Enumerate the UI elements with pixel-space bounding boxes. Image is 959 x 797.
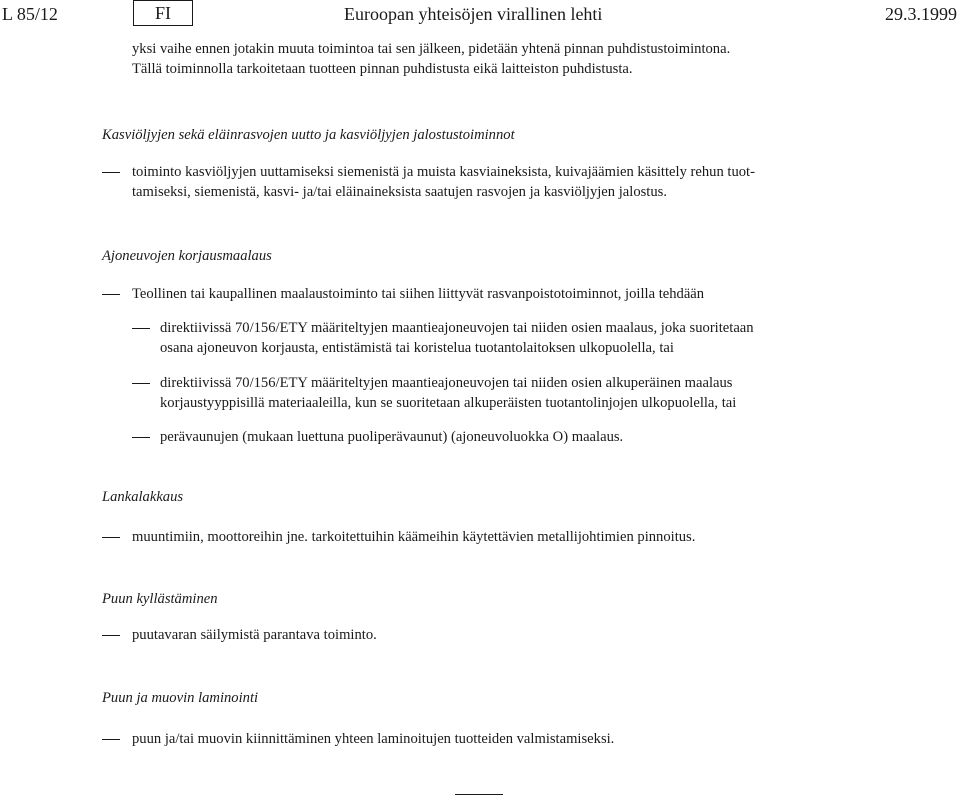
sub-list-dash (132, 383, 150, 384)
intro-line-2: Tällä toiminnolla tarkoitetaan tuotteen pinnan puhdistusta eikä laitteiston puhdistusta. (132, 61, 633, 77)
publication-date: 29.3.1999 (885, 4, 957, 24)
journal-title: Euroopan yhteisöjen virallinen lehti (344, 4, 603, 24)
list-item-line: puutavaran säilymistä parantava toiminto. (132, 627, 377, 643)
list-dash (102, 294, 120, 295)
section-heading-lamination: Puun ja muovin laminointi (102, 690, 259, 706)
list-item-line: puun ja/tai muovin kiinnittäminen yhteen laminoitujen tuotteiden valmistamiseksi. (132, 731, 615, 747)
list-dash (102, 739, 120, 740)
sub-list-item-line: perävaunujen (mukaan luettuna puoliperävaunut) (ajoneuvoluokka O) maalaus. (160, 429, 624, 445)
footer-divider (455, 794, 503, 795)
section-heading-vehicle-refinishing: Ajoneuvojen korjausmaalaus (102, 248, 272, 264)
list-item-line: toiminto kasviöljyjen uuttamiseksi siemenistä ja muista kasviaineksista, kuivajäämien käsittely rehun tuot- (132, 164, 755, 180)
section-heading-wood-impregnation: Puun kyllästäminen (102, 591, 218, 607)
section-heading-wire-coating: Lankalakkaus (102, 489, 184, 505)
list-dash (102, 635, 120, 636)
list-dash (102, 172, 120, 173)
sub-list-item-line: direktiivissä 70/156/ETY määriteltyjen maantieajoneuvojen tai niiden osien alkuperäinen maalaus (160, 375, 733, 391)
list-item-line: tamiseksi, siemenistä, kasvi- ja/tai eläinaineksista saatujen rasvojen ja kasviöljyjen jalostus. (132, 184, 667, 200)
sub-list-item-line: osana ajoneuvon korjausta, entistämistä tai koristelua tuotantolaitoksen ulkopuolella, tai (160, 340, 674, 356)
section-heading-vegetable-oils: Kasviöljyjen sekä eläinrasvojen uutto ja kasviöljyjen jalostustoiminnot (102, 127, 515, 143)
language-badge: FI (133, 0, 193, 26)
sub-list-dash (132, 328, 150, 329)
list-dash (102, 537, 120, 538)
sub-list-dash (132, 437, 150, 438)
sub-list-item-line: korjaustyyppisillä materiaaleilla, kun se suoritetaan alkuperäisten tuotantolinjojen ulkopuolella, tai (160, 395, 737, 411)
page-reference: L 85/12 (2, 4, 58, 24)
list-item-line: Teollinen tai kaupallinen maalaustoiminto tai siihen liittyvät rasvanpoistotoiminnot, joilla tehdään (132, 286, 705, 302)
list-item-line: muuntimiin, moottoreihin jne. tarkoitettuihin käämeihin käytettävien metallijohtimien pinnoitus. (132, 529, 696, 545)
page-header (0, 0, 959, 32)
intro-line-1: yksi vaihe ennen jotakin muuta toimintoa tai sen jälkeen, pidetään yhtenä pinnan puhdistustoimintona. (132, 41, 731, 57)
sub-list-item-line: direktiivissä 70/156/ETY määriteltyjen maantieajoneuvojen tai niiden osien maalaus, joka suoritetaan (160, 320, 754, 336)
